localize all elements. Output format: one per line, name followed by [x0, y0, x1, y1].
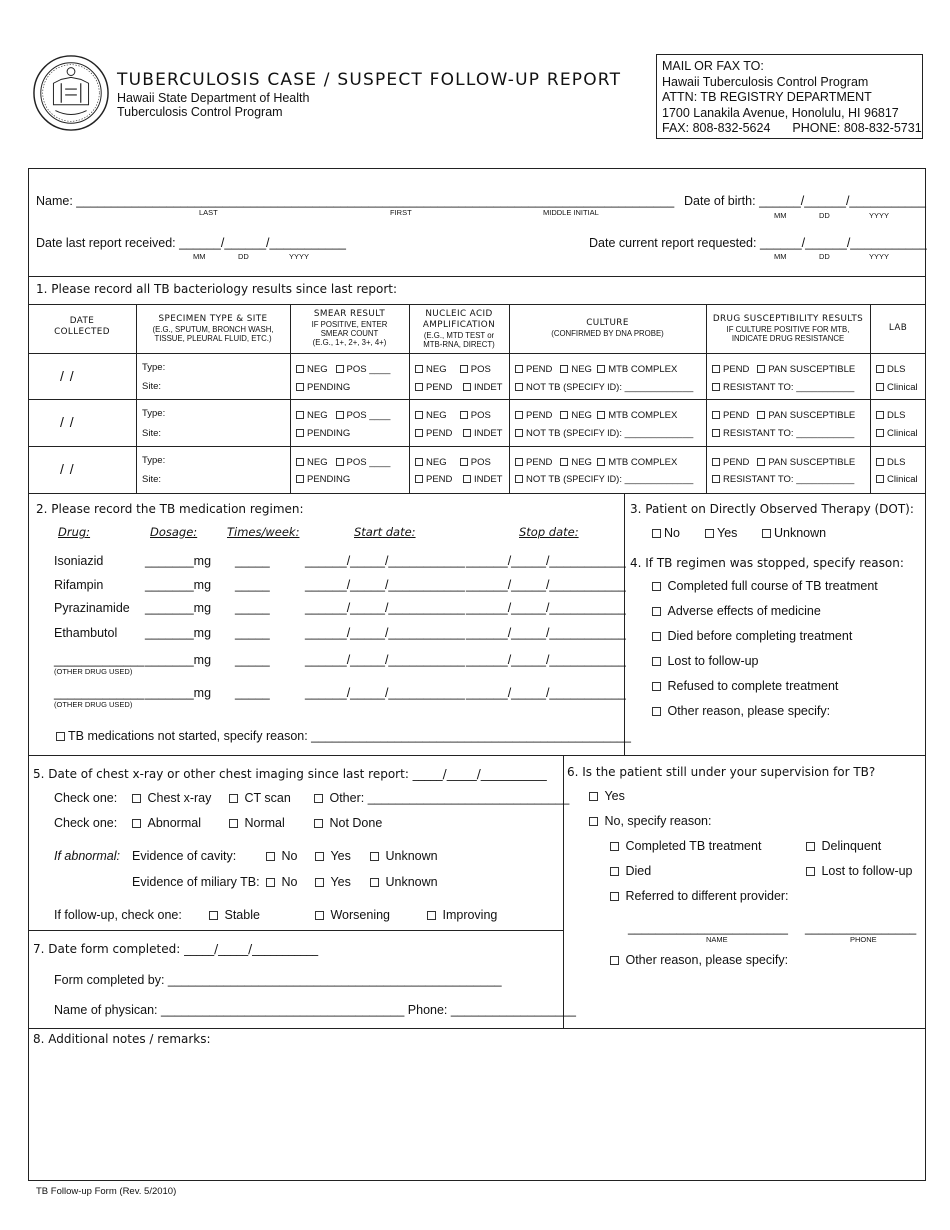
stop-date-input[interactable]: ______/_____/___________ — [466, 601, 626, 615]
row3-naa-neg-checkbox[interactable] — [415, 458, 423, 466]
middle-caption: MIDDLE INITIAL — [543, 208, 599, 217]
row2-drug-resistant-checkbox[interactable] — [712, 429, 720, 437]
row2-culture-neg-checkbox[interactable] — [560, 411, 568, 419]
row3-drug-resistant-checkbox[interactable] — [712, 475, 720, 483]
stop-died-checkbox[interactable] — [652, 632, 661, 641]
supervision-completed-checkbox[interactable] — [610, 842, 619, 851]
row2-smear-pos-checkbox[interactable] — [336, 411, 344, 419]
drug-isoniazid: Isoniazid — [54, 554, 104, 568]
state-seal-logo — [32, 54, 110, 132]
mail-heading: MAIL OR FAX TO: — [662, 59, 764, 73]
col-culture-header: CULTURE (CONFIRMED BY DNA PROBE) — [551, 318, 664, 338]
row2-drug-pan-checkbox[interactable] — [757, 411, 765, 419]
row1-drug-pend-checkbox[interactable] — [712, 365, 720, 373]
mail-to-box — [656, 54, 923, 139]
stop-date-input[interactable]: ______/_____/___________ — [466, 578, 626, 592]
row1-culture-nottb-checkbox[interactable] — [515, 383, 523, 391]
dosage-input[interactable]: _______mg — [145, 578, 212, 592]
section-1-heading: 1. Please record all TB bacteriology results since last report: — [36, 282, 398, 296]
row3-type[interactable]: Type: — [142, 455, 166, 466]
dosage-input[interactable]: _______mg — [145, 601, 212, 615]
row1-lab-dls-checkbox[interactable] — [876, 365, 884, 373]
followup-improving-checkbox[interactable] — [427, 911, 436, 920]
mail-fax: FAX: 808-832-5624 — [662, 121, 771, 135]
times-input[interactable]: _____ — [235, 653, 270, 667]
row3-culture-nottb-checkbox[interactable] — [515, 475, 523, 483]
row2-date[interactable]: / / — [60, 414, 75, 430]
col-date-header: DATE COLLECTED — [54, 316, 110, 337]
row1-smear-pos-checkbox[interactable] — [336, 365, 344, 373]
ct-scan-checkbox[interactable] — [229, 794, 238, 803]
row2-culture-pend-checkbox[interactable] — [515, 411, 523, 419]
start-date-input[interactable]: ______/_____/___________ — [305, 578, 465, 592]
supervision-yes-checkbox[interactable] — [589, 792, 598, 801]
row1-smear-neg-checkbox[interactable] — [296, 365, 304, 373]
row3-naa-indet-checkbox[interactable] — [463, 475, 471, 483]
physician-name-phone[interactable]: Name of physican: ___________________________________ Phone: __________________ — [54, 1003, 577, 1017]
col-specimen-header: SPECIMEN TYPE & SITE (E.G., SPUTUM, BRONCH WASH, TISSUE, PLEURAL FLUID, ETC.) — [152, 314, 274, 343]
mail-address: 1700 Lanakila Avenue, Honolulu, HI 96817 — [662, 105, 899, 120]
row3-drug-pan-checkbox[interactable] — [757, 458, 765, 466]
row2-smear-pending-checkbox[interactable] — [296, 429, 304, 437]
row2-lab-dls-checkbox[interactable] — [876, 411, 884, 419]
row1-naa-pos-checkbox[interactable] — [460, 365, 468, 373]
times-col-header: Times/week: — [227, 525, 300, 539]
row3-date[interactable]: / / — [60, 461, 75, 477]
times-input[interactable]: _____ — [235, 578, 270, 592]
cavity-yes-checkbox[interactable] — [315, 852, 324, 861]
times-input[interactable]: _____ — [235, 686, 270, 700]
normal-checkbox[interactable] — [229, 819, 238, 828]
col-smear-header: SMEAR RESULT IF POSITIVE, ENTER SMEAR COUNT (E.G., 1+, 2+, 3+, 4+) — [311, 309, 388, 347]
row2-culture-nottb-checkbox[interactable] — [515, 429, 523, 437]
last-report-date-field[interactable]: Date last report received: ______/______/___________ — [36, 236, 346, 250]
row1-site[interactable]: Site: — [142, 381, 162, 392]
miliary-yes-checkbox[interactable] — [315, 878, 324, 887]
start-date-input[interactable]: ______/_____/___________ — [305, 653, 465, 667]
start-date-input[interactable]: ______/_____/___________ — [305, 554, 465, 568]
row1-culture-neg-checkbox[interactable] — [560, 365, 568, 373]
row3-culture-neg-checkbox[interactable] — [560, 458, 568, 466]
supervision-lost-checkbox[interactable] — [806, 867, 815, 876]
row2-lab-clinical-checkbox[interactable] — [876, 429, 884, 437]
name-field[interactable]: Name: ______________________________________________________________________________________ — [36, 194, 675, 208]
row2-smear-neg-checkbox[interactable] — [296, 411, 304, 419]
section-5-heading: 5. Date of chest x-ray or other chest imaging since last report: _____/_____/___________ — [33, 767, 547, 781]
program-name: Tuberculosis Control Program — [117, 105, 283, 119]
last-caption: LAST — [199, 208, 218, 217]
row1-lab-clinical-checkbox[interactable] — [876, 383, 884, 391]
row2-naa-pend-checkbox[interactable] — [415, 429, 423, 437]
provider-name-input[interactable]: _______________________ — [628, 921, 788, 935]
drug-col-header: Drug: — [58, 525, 91, 539]
mail-attn: ATTN: TB REGISTRY DEPARTMENT — [662, 90, 872, 104]
start-date-input[interactable]: ______/_____/___________ — [305, 601, 465, 615]
stop-date-input[interactable]: ______/_____/___________ — [466, 686, 626, 700]
dosage-input[interactable]: _______mg — [145, 686, 212, 700]
additional-notes-area[interactable] — [30, 1052, 924, 1178]
section-8-heading: 8. Additional notes / remarks: — [33, 1032, 211, 1046]
other-drug-1-input[interactable]: _____________ — [54, 653, 145, 667]
row1-culture-mtb-checkbox[interactable] — [597, 365, 605, 373]
row3-site[interactable]: Site: — [142, 474, 162, 485]
mail-org: Hawaii Tuberculosis Control Program — [662, 74, 869, 89]
provider-phone-input[interactable]: ________________ — [805, 921, 917, 935]
section-6-heading: 6. Is the patient still under your supervision for TB? — [567, 765, 876, 779]
dosage-input[interactable]: _______mg — [145, 554, 212, 568]
supervision-other-checkbox[interactable] — [610, 956, 619, 965]
followup-stable-checkbox[interactable] — [209, 911, 218, 920]
cavity-unknown-checkbox[interactable] — [370, 852, 379, 861]
times-input[interactable]: _____ — [235, 601, 270, 615]
dob-label: Date of birth: — [684, 194, 756, 208]
form-completed-by[interactable]: Form completed by: ________________________________________________ — [54, 973, 502, 987]
row2-naa-pos-checkbox[interactable] — [460, 411, 468, 419]
row3-naa-pend-checkbox[interactable] — [415, 475, 423, 483]
stop-completed-checkbox[interactable] — [652, 582, 661, 591]
chest-xray-checkbox[interactable] — [132, 794, 141, 803]
row1-naa-neg-checkbox[interactable] — [415, 365, 423, 373]
supervision-no-checkbox[interactable] — [589, 817, 598, 826]
stop-refused-checkbox[interactable] — [652, 682, 661, 691]
row1-drug-pan-checkbox[interactable] — [757, 365, 765, 373]
col-drug-susceptibility-header: DRUG SUSCEPTIBILITY RESULTS IF CULTURE POSITIVE FOR MTB, INDICATE DRUG RESISTANCE — [712, 314, 864, 343]
row2-naa-indet-checkbox[interactable] — [463, 429, 471, 437]
dosage-col-header: Dosage: — [150, 525, 198, 539]
row3-lab-dls-checkbox[interactable] — [876, 458, 884, 466]
row1-culture-pend-checkbox[interactable] — [515, 365, 523, 373]
department-name: Hawaii State Department of Health — [117, 91, 310, 105]
stop-lost-checkbox[interactable] — [652, 657, 661, 666]
stop-other-checkbox[interactable] — [652, 707, 661, 716]
row2-naa-neg-checkbox[interactable] — [415, 411, 423, 419]
drug-pyrazinamide: Pyrazinamide — [54, 601, 130, 615]
section-3-heading: 3. Patient on Directly Observed Therapy (DOT): — [630, 502, 914, 516]
row1-naa-indet-checkbox[interactable] — [463, 383, 471, 391]
dot-no-checkbox[interactable] — [652, 529, 661, 538]
dob-field[interactable]: Date of birth: ______/______/___________ — [684, 194, 926, 208]
row1-type[interactable]: Type: — [142, 362, 166, 373]
other-drug-2-input[interactable]: _____________ — [54, 686, 145, 700]
dot-yes-checkbox[interactable] — [705, 529, 714, 538]
row1-naa-pend-checkbox[interactable] — [415, 383, 423, 391]
stop-col-header: Stop date: — [519, 525, 579, 539]
date-form-completed[interactable]: 7. Date form completed: _____/_____/___________ — [33, 942, 319, 956]
stop-date-input[interactable]: ______/_____/___________ — [466, 626, 626, 640]
dosage-input[interactable]: _______mg — [145, 626, 212, 640]
start-date-input[interactable]: ______/_____/___________ — [305, 686, 465, 700]
dot-unknown-checkbox[interactable] — [762, 529, 771, 538]
row3-smear-pending-checkbox[interactable] — [296, 475, 304, 483]
row2-drug-pend-checkbox[interactable] — [712, 411, 720, 419]
drug-rifampin: Rifampin — [54, 578, 104, 592]
row3-lab-clinical-checkbox[interactable] — [876, 475, 884, 483]
stop-date-input[interactable]: ______/_____/___________ — [466, 653, 626, 667]
row2-culture-mtb-checkbox[interactable] — [597, 411, 605, 419]
row1-drug-resistant-checkbox[interactable] — [712, 383, 720, 391]
stop-date-input[interactable]: ______/_____/___________ — [466, 554, 626, 568]
row1-date[interactable]: / / — [60, 368, 75, 384]
supervision-referred-checkbox[interactable] — [610, 892, 619, 901]
col-lab-header: LAB — [888, 323, 908, 333]
meds-not-started-label: TB medications not started, specify reason: ______________________________________________ — [68, 729, 631, 743]
mail-phone: PHONE: 808-832-5731 — [792, 121, 922, 135]
section-4-heading: 4. If TB regimen was stopped, specify reason: — [630, 556, 904, 570]
col-naa-header: NUCLEIC ACID AMPLIFICATION (E.G., MTD TEST or MTB-RNA, DIRECT) — [422, 309, 496, 349]
meds-not-started-checkbox[interactable] — [56, 732, 65, 741]
dosage-input[interactable]: _______mg — [145, 653, 212, 667]
form-revision: TB Follow-up Form (Rev. 5/2010) — [36, 1186, 177, 1197]
row3-culture-mtb-checkbox[interactable] — [597, 458, 605, 466]
followup-worsening-checkbox[interactable] — [315, 911, 324, 920]
not-done-checkbox[interactable] — [314, 819, 323, 828]
drug-ethambutol: Ethambutol — [54, 626, 118, 640]
form-title: TUBERCULOSIS CASE / SUSPECT FOLLOW-UP REPORT — [117, 70, 622, 90]
start-col-header: Start date: — [354, 525, 416, 539]
miliary-unknown-checkbox[interactable] — [370, 878, 379, 887]
name-label: Name: — [36, 194, 73, 208]
row3-culture-pend-checkbox[interactable] — [515, 458, 523, 466]
miliary-no-checkbox[interactable] — [266, 878, 275, 887]
section-2-heading: 2. Please record the TB medication regimen: — [36, 502, 304, 516]
first-caption: FIRST — [390, 208, 412, 217]
row2-site[interactable]: Site: — [142, 428, 162, 439]
supervision-died-checkbox[interactable] — [610, 867, 619, 876]
abnormal-checkbox[interactable] — [132, 819, 141, 828]
row2-type[interactable]: Type: — [142, 408, 166, 419]
row1-smear-pending-checkbox[interactable] — [296, 383, 304, 391]
row3-smear-neg-checkbox[interactable] — [296, 458, 304, 466]
other-imaging-checkbox[interactable] — [314, 794, 323, 803]
row3-drug-pend-checkbox[interactable] — [712, 458, 720, 466]
row3-smear-pos-checkbox[interactable] — [336, 458, 344, 466]
supervision-delinquent-checkbox[interactable] — [806, 842, 815, 851]
times-input[interactable]: _____ — [235, 626, 270, 640]
stop-adverse-checkbox[interactable] — [652, 607, 661, 616]
start-date-input[interactable]: ______/_____/___________ — [305, 626, 465, 640]
row3-naa-pos-checkbox[interactable] — [460, 458, 468, 466]
current-report-date-field[interactable]: Date current report requested: ______/______/___________ — [589, 236, 927, 250]
cavity-no-checkbox[interactable] — [266, 852, 275, 861]
times-input[interactable]: _____ — [235, 554, 270, 568]
